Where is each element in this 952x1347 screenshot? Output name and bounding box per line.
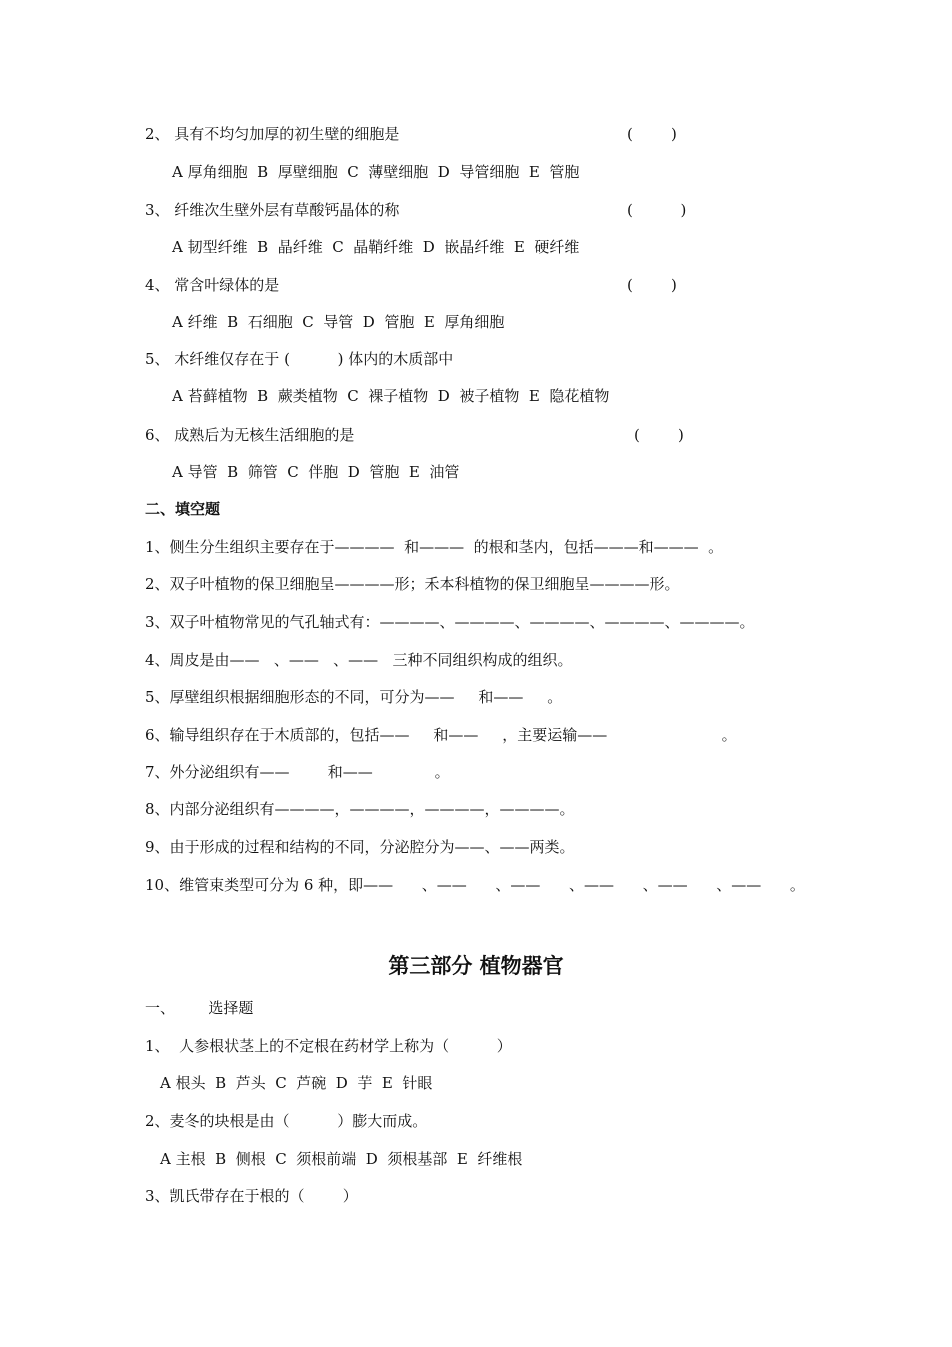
question-stem: 2、 具有不均匀加厚的初生壁的细胞是 [145,125,400,143]
question-options: A 厚角细胞 B 厚壁细胞 C 薄壁细胞 D 导管细胞 E 管胞 [172,163,580,181]
question-options: A 纤维 B 石细胞 C 导管 D 管胞 E 厚角细胞 [172,313,505,331]
fill-item: 5、厚壁组织根据细胞形态的不同，可分为—— 和—— 。 [145,688,563,706]
fill-item: 8、内部分泌组织有————，————，————，————。 [145,800,575,818]
section-heading: 一、 选择题 [145,999,254,1017]
part-title: 第三部分 植物器官 [388,953,564,978]
question-stem: 2、麦冬的块根是由（ ）膨大而成。 [145,1112,428,1130]
fill-item: 2、双子叶植物的保卫细胞呈————形；禾本科植物的保卫细胞呈————形。 [145,575,680,593]
fill-item: 9、由于形成的过程和结构的不同，分泌腔分为——、——两类。 [145,838,575,856]
question-stem: 3、凯氏带存在于根的（ ） [145,1187,358,1205]
question-stem: 1、 人参根状茎上的不定根在药材学上称为（ ） [145,1037,512,1055]
question-stem: 3、 纤维次生壁外层有草酸钙晶体的称 [145,201,400,219]
answer-paren: ( ) [627,125,677,143]
answer-paren: ( ) [627,276,677,294]
fill-item: 3、双子叶植物常见的气孔轴式有：————、————、————、————、————。 [145,613,755,631]
fill-item: 6、输导组织存在于木质部的，包括—— 和—— ，主要运输—— 。 [145,726,737,744]
question-stem: 5、 木纤维仅存在于 ( ) 体内的木质部中 [145,350,454,368]
fill-item: 10、维管束类型可分为 6 种，即—— 、—— 、—— 、—— 、—— 、—— 。 [145,876,805,894]
fill-item: 1、侧生分生组织主要存在于———— 和——— 的根和茎内，包括———和——— 。 [145,538,724,556]
question-stem: 4、 常含叶绿体的是 [145,276,280,294]
fill-item: 4、周皮是由—— 、—— 、—— 三种不同组织构成的组织。 [145,651,573,669]
question-options: A 韧型纤维 B 晶纤维 C 晶鞘纤维 D 嵌晶纤维 E 硬纤维 [172,238,580,256]
section-heading: 二、填空题 [145,500,221,518]
fill-item: 7、外分泌组织有—— 和—— 。 [145,763,450,781]
question-options: A 苔藓植物 B 蕨类植物 C 裸子植物 D 被子植物 E 隐花植物 [172,387,610,405]
answer-paren: ( ) [634,426,684,444]
question-options: A 导管 B 筛管 C 伴胞 D 管胞 E 油管 [172,463,460,481]
question-options: A 主根 B 侧根 C 须根前端 D 须根基部 E 纤维根 [160,1150,523,1168]
question-stem: 6、 成熟后为无核生活细胞的是 [145,426,355,444]
answer-paren: ( ) [627,201,687,219]
question-options: A 根头 B 芦头 C 芦碗 D 芋 E 针眼 [160,1074,433,1092]
